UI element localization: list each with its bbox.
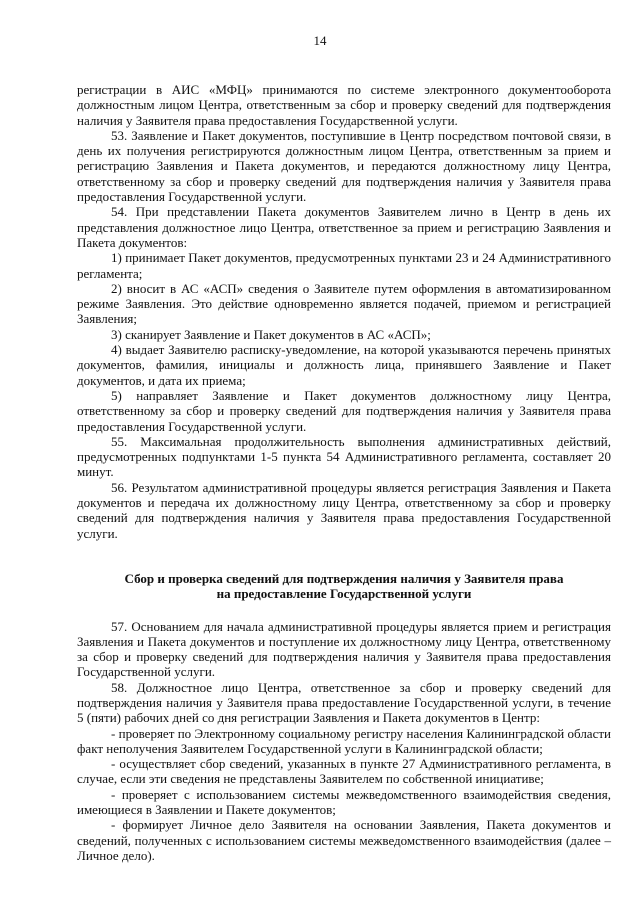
paragraph-56: 56. Результатом административной процедуры является регистрация Заявления и Пакета документов и передача их должностному лицу Центра, ответственному за сбор и проверку сведений для подтверждения наличия у Заявителя права предоставления Государственной услуги. <box>77 479 611 541</box>
paragraph-55: 55. Максимальная продолжительность выполнения административных действий, предусмотренных подпунктами 1-5 пункта 54 Административного регламента, составляет 20 минут. <box>77 433 611 480</box>
paragraph-53: 53. Заявление и Пакет документов, поступившие в Центр посредством почтовой связи, в день их получения регистрируются должностным лицом Центра, ответственным за прием и регистрацию Заявления и Пакета документов, и передаются должностному лицу Центра, ответственному за сбор и проверку сведений для подтверждения наличия у Заявителя права предоставления Государственной услуги. <box>77 127 611 205</box>
section-heading-line-1: Сбор и проверка сведений для подтверждения наличия у Заявителя права <box>124 570 564 586</box>
section-heading-line-2: на предоставление Государственной услуги <box>216 586 472 602</box>
list-item-54-3: 3) сканирует Заявление и Пакет документов в АС «АСП»; <box>111 326 431 342</box>
list-item-54-2: 2) вносит в АС «АСП» сведения о Заявителе путем оформления в автоматизированном режиме Заявления. Это действие одновременно является подачей, приемом и регистрацией Заявления; <box>77 280 611 327</box>
list-item-58-4: - формирует Личное дело Заявителя на основании Заявления, Пакета документов и сведений, полученных с использованием системы межведомственного взаимодействия (далее – Личное дело). <box>77 817 611 863</box>
paragraph-54: 54. При представлении Пакета документов Заявителем лично в Центр в день их представления должностное лицо Центра, ответственное за прием и регистрацию Заявления и Пакета документов: <box>77 204 611 250</box>
paragraphs-bottom <box>77 619 611 864</box>
list-item-58-1: - проверяет по Электронному социальному регистру населения Калининградской области факт неполучения Заявителем Государственной услуги в Калининградской области; <box>77 725 611 756</box>
list-item-54-4: 4) выдает Заявителю расписку-уведомление, на которой указываются перечень принятых документов, фамилия, инициалы и должность лица, принявшего Заявление и Пакет документов, и дата их приема; <box>77 342 611 388</box>
list-item-58-3: - проверяет с использованием системы межведомственного взаимодействия сведения, имеющиеся в Заявлении и Пакете документов; <box>77 786 611 818</box>
paragraphs-top <box>77 82 611 541</box>
paragraph: регистрации в АИС «МФЦ» принимаются по системе электронного документооборота должностным лицом Центра, ответственным за сбор и проверку сведений для подтверждения наличия у Заявителя права предоставления Государственной услуги. <box>77 82 611 128</box>
list-item-54-5: 5) направляет Заявление и Пакет документов должностному лицу Центра, ответственному за сбор и проверку сведений для подтверждения наличия у Заявителя права предоставления Государственной услуги. <box>77 387 611 434</box>
paragraph-57: 57. Основанием для начала административной процедуры является прием и регистрация Заявления и Пакета документов и поступление их должностному лицу Центра, ответственному за сбор и проверку сведений для подтверждения наличия у Заявителя права предоставления Государственной услуги. <box>77 618 611 680</box>
paragraph-58: 58. Должностное лицо Центра, ответственное за сбор и проверку сведений для подтверждения наличия у Заявителя права предоставление Государственной услуги, в течение 5 (пяти) рабочих дней со дня регистрации Заявления и Пакета документов в Центр: <box>77 679 611 726</box>
list-item-58-2: - осуществляет сбор сведений, указанных в пункте 27 Административного регламента, в случае, если эти сведения не представлены Заявителем по собственной инициативе; <box>77 756 611 787</box>
page-content <box>77 82 611 863</box>
section-heading <box>77 571 611 602</box>
page-number: 14 <box>313 33 327 48</box>
list-item-54-1: 1) принимает Пакет документов, предусмотренных пунктами 23 и 24 Административного регламента; <box>77 250 611 281</box>
